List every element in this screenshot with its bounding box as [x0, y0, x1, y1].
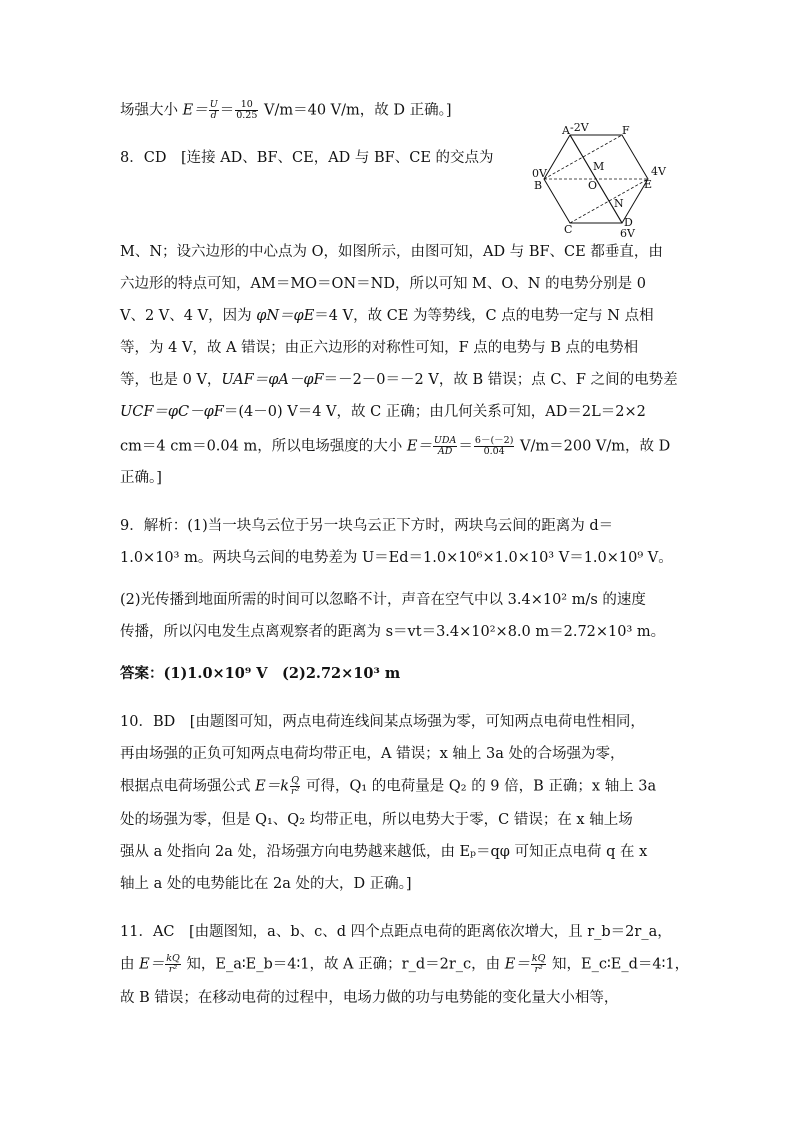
text-line: UCF＝φC－φF＝(4－0) V＝4 V，故 C 正确；由几何关系可知，AD＝2L＝2×2 [120, 404, 646, 420]
text-line: 再由场强的正负可知两点电荷均带正电，A 错误；x 轴上 3a 处的合场强为零， [120, 746, 625, 762]
answer-line: 答案：(1)1.0×10⁹ V (2)2.72×10³ m [120, 665, 401, 682]
fraction-kq-over-r2: $\frac{kQ}{\text{r²}}$ [166, 953, 180, 975]
text-line: M、N；设六边形的中心点为 O，如图所示，由图可知，AD 与 BF、CE 都垂直，由 [120, 244, 663, 260]
fraction-uda-over-ad: $\frac{\text{UDA}}{AD}$ [433, 435, 457, 457]
label-e: E [644, 178, 653, 191]
label-d: D [624, 216, 633, 229]
text-line: 等，也是 0 V，UAF＝φA－φF＝－2－0＝－2 V，故 B 错误；点 C、F 之间的电势差 [120, 372, 678, 388]
fraction-8-over-004: $\frac{6-(-2)}{0.04}$ [474, 435, 514, 457]
fraction-10-over-025: $\frac{10}{0.25}$ [236, 99, 258, 121]
text-line: 9．解析：(1)当一块乌云位于另一块乌云正下方时，两块乌云间的距离为 d＝ [120, 518, 614, 534]
text-line: 故 B 错误；在移动电荷的过程中，电场力做的功与电势能的变化量大小相等， [120, 990, 619, 1006]
formula-ucf: UCF＝φC－φF [120, 404, 224, 420]
hexagon-figure [528, 122, 668, 240]
text-line: 根据点电荷场强公式 E＝k $\frac{Q}{\text{r²}}$ 可得，Q₁ 的电荷量是 Q₂ 的 9 倍，B 正确；x 轴上 3a [120, 775, 657, 797]
text-line: 1.0×10³ m。两块乌云间的电势差为 U＝Ed＝1.0×10⁶×1.0×10³ V＝1.0×10⁹ V。 [120, 550, 673, 566]
formula-uaf: UAF＝φA－φF [221, 372, 324, 388]
text-line: (2)光传播到地面所需的时间可以忽略不计，声音在空气中以 3.4×10² m/s 的速度 [120, 592, 646, 608]
text-line: V、2 V、4 V，因为 φN＝φE＝4 V，故 CE 为等势线，C 点的电势一定与 N 点相 [120, 308, 654, 324]
label-n: N [614, 197, 624, 210]
fraction-kq-over-r2-b: $\frac{kQ}{\text{r²}}$ [531, 953, 546, 975]
text-line: 场强大小 E＝ $\frac{U}{d}$ ＝ $\frac{10}{0.25}$ V/m＝40 V/m，故 D 正确。] [120, 99, 452, 121]
text-line: 由 E＝ $\frac{kQ}{\text{r²}}$ 知，E_a∶E_b＝4∶1，故 A 正确；r_d＝2r_c，由 E＝ $\frac{kQ}{\text{r²}}$ 知，E_c∶E_d＝4∶1， [120, 953, 690, 975]
formula-phi: φN＝φE [256, 308, 315, 324]
label-b: B [534, 179, 543, 192]
text-line: 处的场强为零，但是 Q₁、Q₂ 均带正电，所以电势大于零，C 错误；在 x 轴上场 [120, 812, 633, 828]
text-line: 8．CD [连接 AD、BF、CE，AD 与 BF、CE 的交点为 [120, 150, 494, 166]
label-ve: 4V [651, 165, 666, 178]
label-f: F [622, 124, 630, 137]
text-line: cm＝4 cm＝0.04 m，所以电场强度的大小 E＝ $\frac{\text{UDA}}{AD}$ ＝ $\frac{6-(-2)}{0.04}$ V/m＝200 V/m，故 D [120, 435, 671, 457]
text-line: 传播，所以闪电发生点离观察者的距离为 s＝vt＝3.4×10²×8.0 m＝2.72×10³ m。 [120, 624, 666, 640]
label-a: A [562, 124, 570, 137]
text-line: 10．BD [由题图可知，两点电荷连线间某点场强为零，可知两点电荷电性相同， [120, 714, 645, 730]
formula-e: E＝ [182, 102, 208, 119]
text-line: 六边形的特点可知，AM＝MO＝ON＝ND，所以可知 M、O、N 的电势分别是 0 [120, 276, 646, 292]
text-line: 等，为 4 V，故 A 错误；由正六边形的对称性可知，F 点的电势与 B 点的电势相 [120, 340, 639, 356]
label-o: O [588, 179, 598, 192]
label-vb: 0V [532, 167, 547, 180]
label-m: M [593, 160, 605, 173]
label-va: -2V [570, 122, 589, 134]
text-line: 轴上 a 处的电势能比在 2a 处的大，D 正确。] [120, 876, 412, 892]
label-vd: 6V [620, 227, 635, 240]
text-line: 强从 a 处指向 2a 处，沿场强方向电势越来越低，由 Eₚ＝qφ 可知正点电荷 q 在 x [120, 844, 648, 860]
text-line: 11．AC [由题图知，a、b、c、d 四个点距点电荷的距离依次增大，且 r_b＝2r_a， [120, 924, 672, 940]
text-line: 正确。] [120, 470, 162, 486]
fraction-u-over-d: $\frac{U}{d}$ [209, 99, 218, 121]
fraction-q-over-r2: $\frac{Q}{\text{r²}}$ [291, 775, 300, 797]
label-c: C [564, 223, 573, 236]
